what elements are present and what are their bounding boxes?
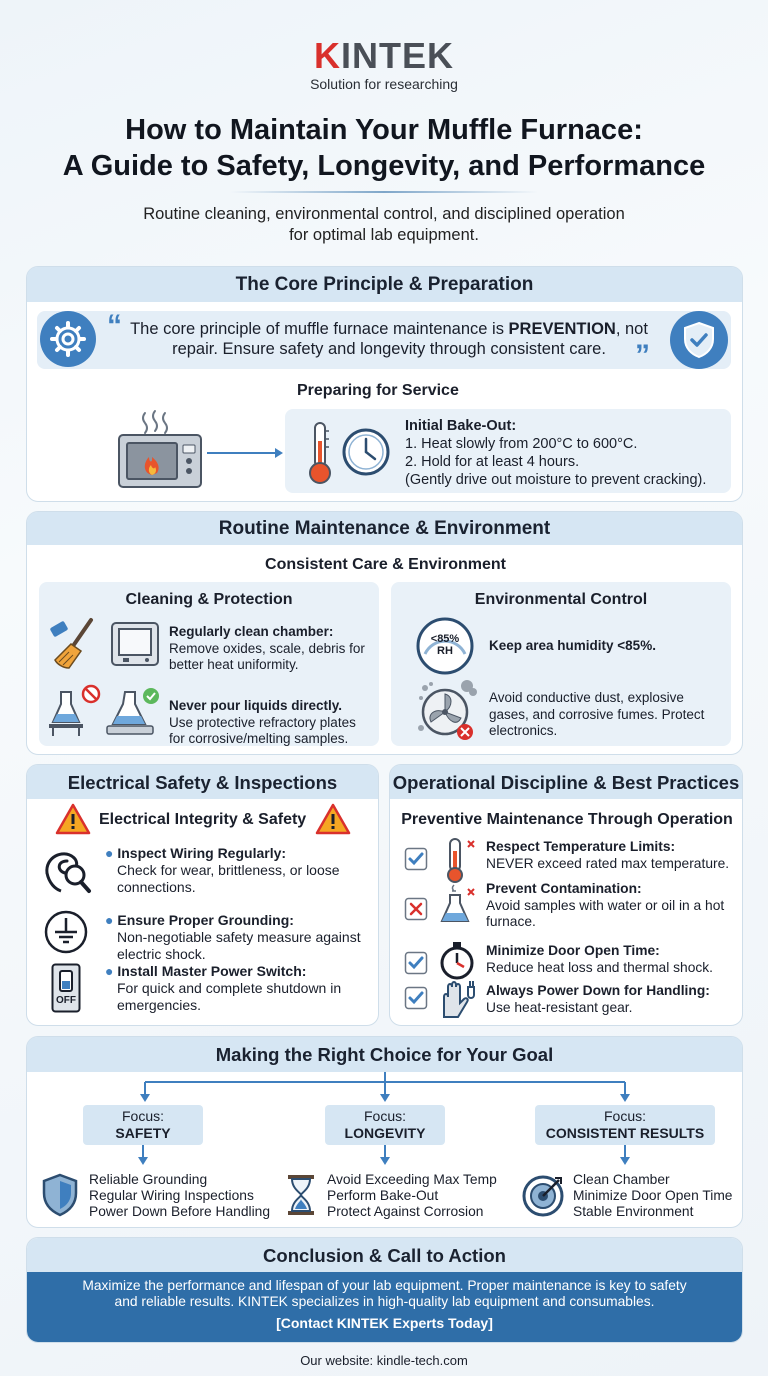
humidity-gauge-icon — [415, 616, 475, 676]
hourglass-icon — [285, 1173, 317, 1217]
furnace-icon — [115, 403, 205, 493]
environment-heading: Environmental Control — [474, 591, 648, 608]
electrical-item-grounding: ● Ensure Proper Grounding: Non-negotiable safety measure against electric shock. — [105, 912, 361, 962]
page-subtitle: Routine cleaning, environmental control, and disciplined operation for optimal lab equipment. — [143, 205, 625, 244]
brand-tagline: Solution for researching — [310, 76, 458, 92]
bullet-icon: ● — [105, 912, 118, 928]
operational-item-door: Minimize Door Open Time: Reduce heat loss and thermal shock. — [486, 943, 714, 975]
bake-out-text: Initial Bake-Out: 1. Heat slowly from 200°C to 600°C. 2. Hold for at least 4 hours. (Gently drive out moisture to prevent cracking). — [405, 418, 707, 488]
arrow-icon — [205, 447, 285, 459]
website-footer[interactable]: Our website: kindle-tech.com — [300, 1353, 468, 1368]
brush-icon — [47, 616, 103, 672]
conclusion-heading: Conclusion & Call to Action — [27, 1238, 742, 1272]
switch-off-label: OFF — [56, 995, 76, 1006]
warning-icon-right — [315, 803, 351, 835]
operational-item-temperature: Respect Temperature Limits: NEVER exceed rated max temperature. — [486, 839, 730, 871]
electrical-safety-heading: Electrical Safety & Inspections — [27, 765, 378, 799]
stopwatch-icon — [438, 941, 476, 981]
goal-down-arrows — [27, 1145, 744, 1167]
x-box-icon — [404, 897, 428, 921]
glove-plug-icon — [438, 977, 478, 1019]
brand-logo — [0, 36, 768, 92]
goal-connector-lines — [27, 1072, 744, 1104]
operational-item-power-down: Always Power Down for Handling: Use heat-resistant gear. — [486, 983, 710, 1015]
routine-maintenance-heading: Routine Maintenance & Environment — [27, 512, 742, 545]
clock-icon — [341, 427, 391, 477]
fan-dust-icon — [415, 678, 479, 742]
prep-heading: Preparing for Service — [297, 382, 459, 399]
focus-consistent-results-pill: Focus: CONSISTENT RESULTS — [535, 1105, 715, 1145]
principle-quote-card — [37, 309, 731, 372]
contact-experts-link[interactable]: [Contact KINTEK Experts Today] — [276, 1315, 493, 1331]
operational-item-contamination: Prevent Contamination: Avoid samples with water or oil in a hot furnace. — [486, 881, 725, 929]
wiring-icon — [41, 843, 93, 895]
core-principle-panel — [26, 266, 743, 502]
routine-subheading: Consistent Care & Environment — [265, 556, 506, 573]
focus-longevity-pill: Focus: LONGEVITY — [325, 1105, 445, 1145]
check-icon — [404, 951, 428, 975]
environment-card — [391, 582, 731, 746]
master-switch-icon — [51, 963, 81, 1013]
bullet-icon: ● — [105, 963, 118, 979]
oven-chamber-icon — [109, 620, 161, 672]
check-icon — [404, 986, 428, 1010]
routine-maintenance-panel — [26, 511, 743, 755]
shield-check-icon — [669, 310, 729, 370]
brand-wordmark: KINTEK — [314, 35, 454, 76]
operational-discipline-panel — [389, 764, 743, 1026]
electrical-item-wiring: ● Inspect Wiring Regularly: Check for wear, brittleness, or loose connections. — [105, 845, 340, 895]
safety-goal-list: Reliable Grounding Regular Wiring Inspections Power Down Before Handling — [89, 1172, 270, 1219]
ground-icon — [43, 909, 89, 955]
close-quote-icon: ” — [635, 339, 650, 372]
open-quote-icon: “ — [107, 309, 122, 342]
operational-subheading: Preventive Maintenance Through Operation — [401, 811, 733, 828]
humidity-text: Keep area humidity <85%. — [489, 638, 656, 653]
focus-safety-pill: Focus: SAFETY — [83, 1105, 203, 1145]
flask-approved-icon — [105, 682, 163, 740]
conclusion-panel — [26, 1237, 743, 1343]
electrical-item-master-switch: ● Install Master Power Switch: For quick and complete shutdown in emergencies. — [105, 963, 342, 1013]
bullet-icon: ● — [105, 845, 118, 861]
humidity-gauge-value: <85% RH — [430, 633, 460, 657]
hot-thermometer-icon — [442, 837, 478, 883]
right-choice-heading: Making the Right Choice for Your Goal — [27, 1037, 742, 1072]
title-divider — [230, 191, 538, 193]
contaminated-flask-icon — [440, 883, 478, 929]
operational-discipline-heading: Operational Discipline & Best Practices — [390, 765, 742, 799]
bake-out-card — [285, 409, 731, 493]
consistent-results-goal-list: Clean Chamber Minimize Door Open Time Stable Environment — [573, 1172, 733, 1219]
gear-icon — [39, 310, 97, 368]
principle-quote-text: The core principle of muffle furnace maintenance is PREVENTION, not repair. Ensure safety and longevity through consistent care. — [130, 320, 648, 358]
warning-icon-left — [55, 803, 91, 835]
cleaning-heading: Cleaning & Protection — [125, 591, 293, 608]
conclusion-body: Maximize the performance and lifespan of your lab equipment. Proper maintenance is key to safety and reliable results. KINTEK specializes in high-quality lab equipment and consumables. [Contact KINTEK Experts Today] — [27, 1272, 742, 1342]
electrical-safety-panel — [26, 764, 379, 1026]
longevity-goal-list: Avoid Exceeding Max Temp Perform Bake-Out Protect Against Corrosion — [327, 1172, 497, 1219]
electrical-subheading: Electrical Integrity & Safety — [99, 811, 307, 828]
target-icon — [521, 1174, 565, 1218]
no-liquids-text: Never pour liquids directly. Use protective refractory plates for corrosive/melting samples. — [169, 698, 356, 746]
shield-icon — [41, 1173, 79, 1217]
thermometer-icon — [307, 421, 333, 485]
check-icon — [404, 847, 428, 871]
clean-chamber-text: Regularly clean chamber: Remove oxides, scale, debris for better heat uniformity. — [169, 624, 365, 672]
flask-prohibited-icon — [47, 682, 103, 738]
contaminants-text: Avoid conductive dust, explosive gases, and corrosive fumes. Protect electronics. — [489, 690, 705, 738]
core-principle-heading: The Core Principle & Preparation — [27, 267, 742, 302]
cleaning-card — [39, 582, 379, 746]
right-choice-panel — [26, 1036, 743, 1228]
page-title: How to Maintain Your Muffle Furnace: A Guide to Safety, Longevity, and Performance — [62, 114, 706, 182]
